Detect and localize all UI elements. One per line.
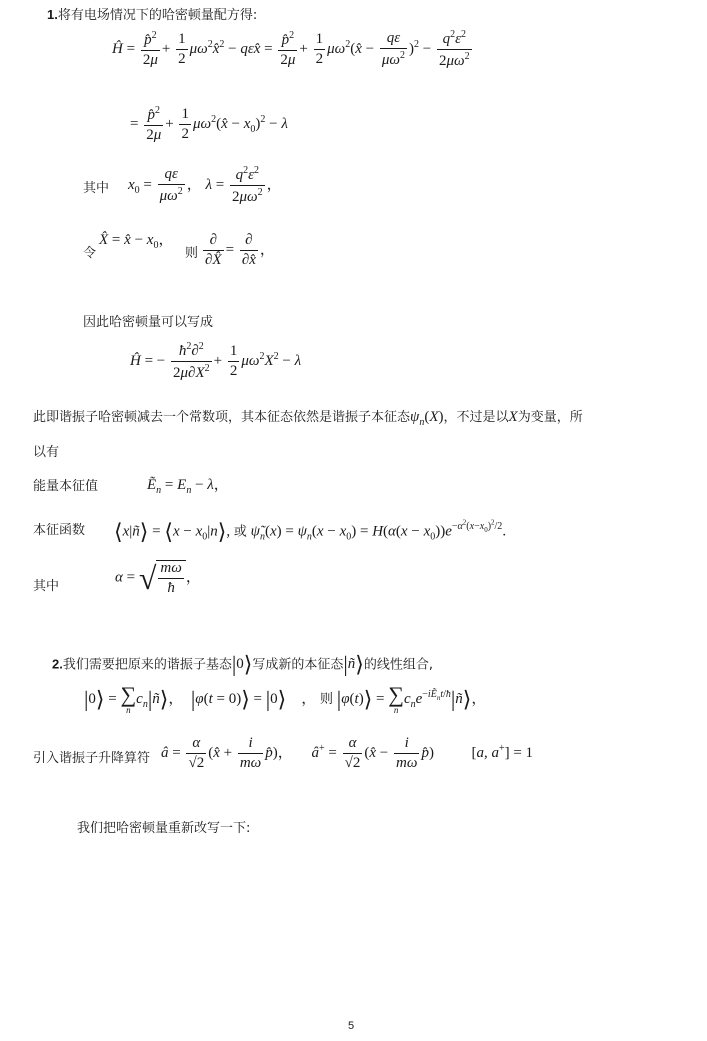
then-label: 则 xyxy=(185,246,199,261)
let-label: 令 xyxy=(83,246,97,261)
paragraph-part-3: 为变量，所 xyxy=(517,410,583,425)
ladder-intro: 引入谐振子升降算符 xyxy=(33,751,151,766)
equation-ladder-operators: â = $\frac{\alpha}{√2}$ (x̂ + $\frac{i}{m\omega}$ p̂)， â+ = $\frac{\alpha}{√2}$ (x̂ − $\frac{i}{m\omega}$ p̂) [a, a+] = 1 xyxy=(161,735,534,771)
section1-heading-text: 将有电场情况下的哈密顿量配方得: xyxy=(57,8,258,23)
ket-n-tilde: |ñ⟩ xyxy=(343,652,364,677)
section2-heading-a: 我们需要把原来的谐振子基态 xyxy=(62,657,232,673)
equation-energy: Ẽ$_n$ = $E_n - \lambda$， xyxy=(147,477,229,496)
then-label-2: 则 xyxy=(320,691,334,707)
equation-let-X: X̂ = x̂ − $x_0$， xyxy=(99,232,174,251)
variable-X: X xyxy=(508,409,518,425)
wavefunc-label: 本征函数 xyxy=(33,523,86,538)
equation-expansion: |0⟩ = ∑ n $c_n|ñ⟩$， |φ(t = 0)⟩ = |0⟩ ， 则 |φ(t)⟩ = ∑ n $c_ne^{-iẼ_nt/ħ}|ñ⟩$， xyxy=(84,682,487,715)
equation-hamiltonian-shifted: = $\frac{p̂^2}{2\mu}$ + $\frac{1}{2}$ $\mu\omega^2(x̂ - x_0)^2 - \lambda$ xyxy=(130,105,288,143)
equation-hamiltonian-X: Ĥ = − $\frac{ħ^2\partial^2}{2\mu\partial X^2}$ + $\frac{1}{2}$ $\mu\omega^2X^2 - \lambda$ xyxy=(130,341,302,381)
paragraph-part-1: 此即谐振子哈密顿减去一个常数项，其本征态依然是谐振子本征态 xyxy=(33,410,411,425)
section1-number: 1. xyxy=(47,7,58,22)
ket-0: |0⟩ xyxy=(231,652,253,677)
section1-heading xyxy=(47,7,257,24)
paragraph-eigenstates xyxy=(33,410,583,428)
paragraph-part-2: ，不过是以 xyxy=(443,410,509,425)
section2-heading-c: 的线性组合, xyxy=(363,657,434,673)
section2-heading-b: 写成新的本征态 xyxy=(252,657,344,673)
or-label: 或 xyxy=(233,524,247,540)
hence-text: 因此哈密顿量可以写成 xyxy=(83,315,214,330)
where2-label: 其中 xyxy=(33,579,60,594)
equation-hamiltonian-expansion: Ĥ = $\frac{p̂^2}{2\mu}$ + $\frac{1}{2}$ $\mu\omega^2x̂^2$ − qεx̂ = $\frac{p̂^2}{2\mu}$ + $\frac{1}{2}$ $\mu\omega^2(x̂$ − $\frac{q\varepsilon}{\mu\omega^2}$ )$^2$ − $\frac{q^2\varepsilon^2}{2\mu\omega^2}$ xyxy=(112,29,470,69)
rewrite-text: 我们把哈密顿量重新改写一下: xyxy=(77,821,251,836)
energy-label: 能量本征值 xyxy=(33,479,99,494)
paragraph-line2: 以有 xyxy=(33,445,60,460)
equation-x0-lambda: $x_0$ = $\frac{q\varepsilon}{\mu\omega^2}$ ， λ = $\frac{q^2\varepsilon^2}{2\mu\omega^2}$ ， xyxy=(128,165,282,205)
where-label: 其中 xyxy=(83,181,110,196)
equation-alpha: α = √ $\frac{m\omega}{ħ}$ ， xyxy=(115,560,201,596)
section2-number: 2. xyxy=(52,656,63,672)
page-number: 5 xyxy=(348,1020,355,1032)
section2-heading xyxy=(52,654,433,676)
equation-wavefunction: ⟨x|ñ⟩ = ⟨x − $x_0|n⟩$, 或 $\psĩ_n(x) = \psi_n(x - x_0) = H(\alpha(x - x_0))e^{-\alpha^2(x-x_0)^2/2}$. xyxy=(114,518,507,544)
equation-derivative: $\frac{\partial}{\partial X̂}$ = $\frac{\partial}{\partial x̂}$ ， xyxy=(205,232,275,268)
psi-n-X: $\psi_n(X)$ xyxy=(410,409,444,428)
